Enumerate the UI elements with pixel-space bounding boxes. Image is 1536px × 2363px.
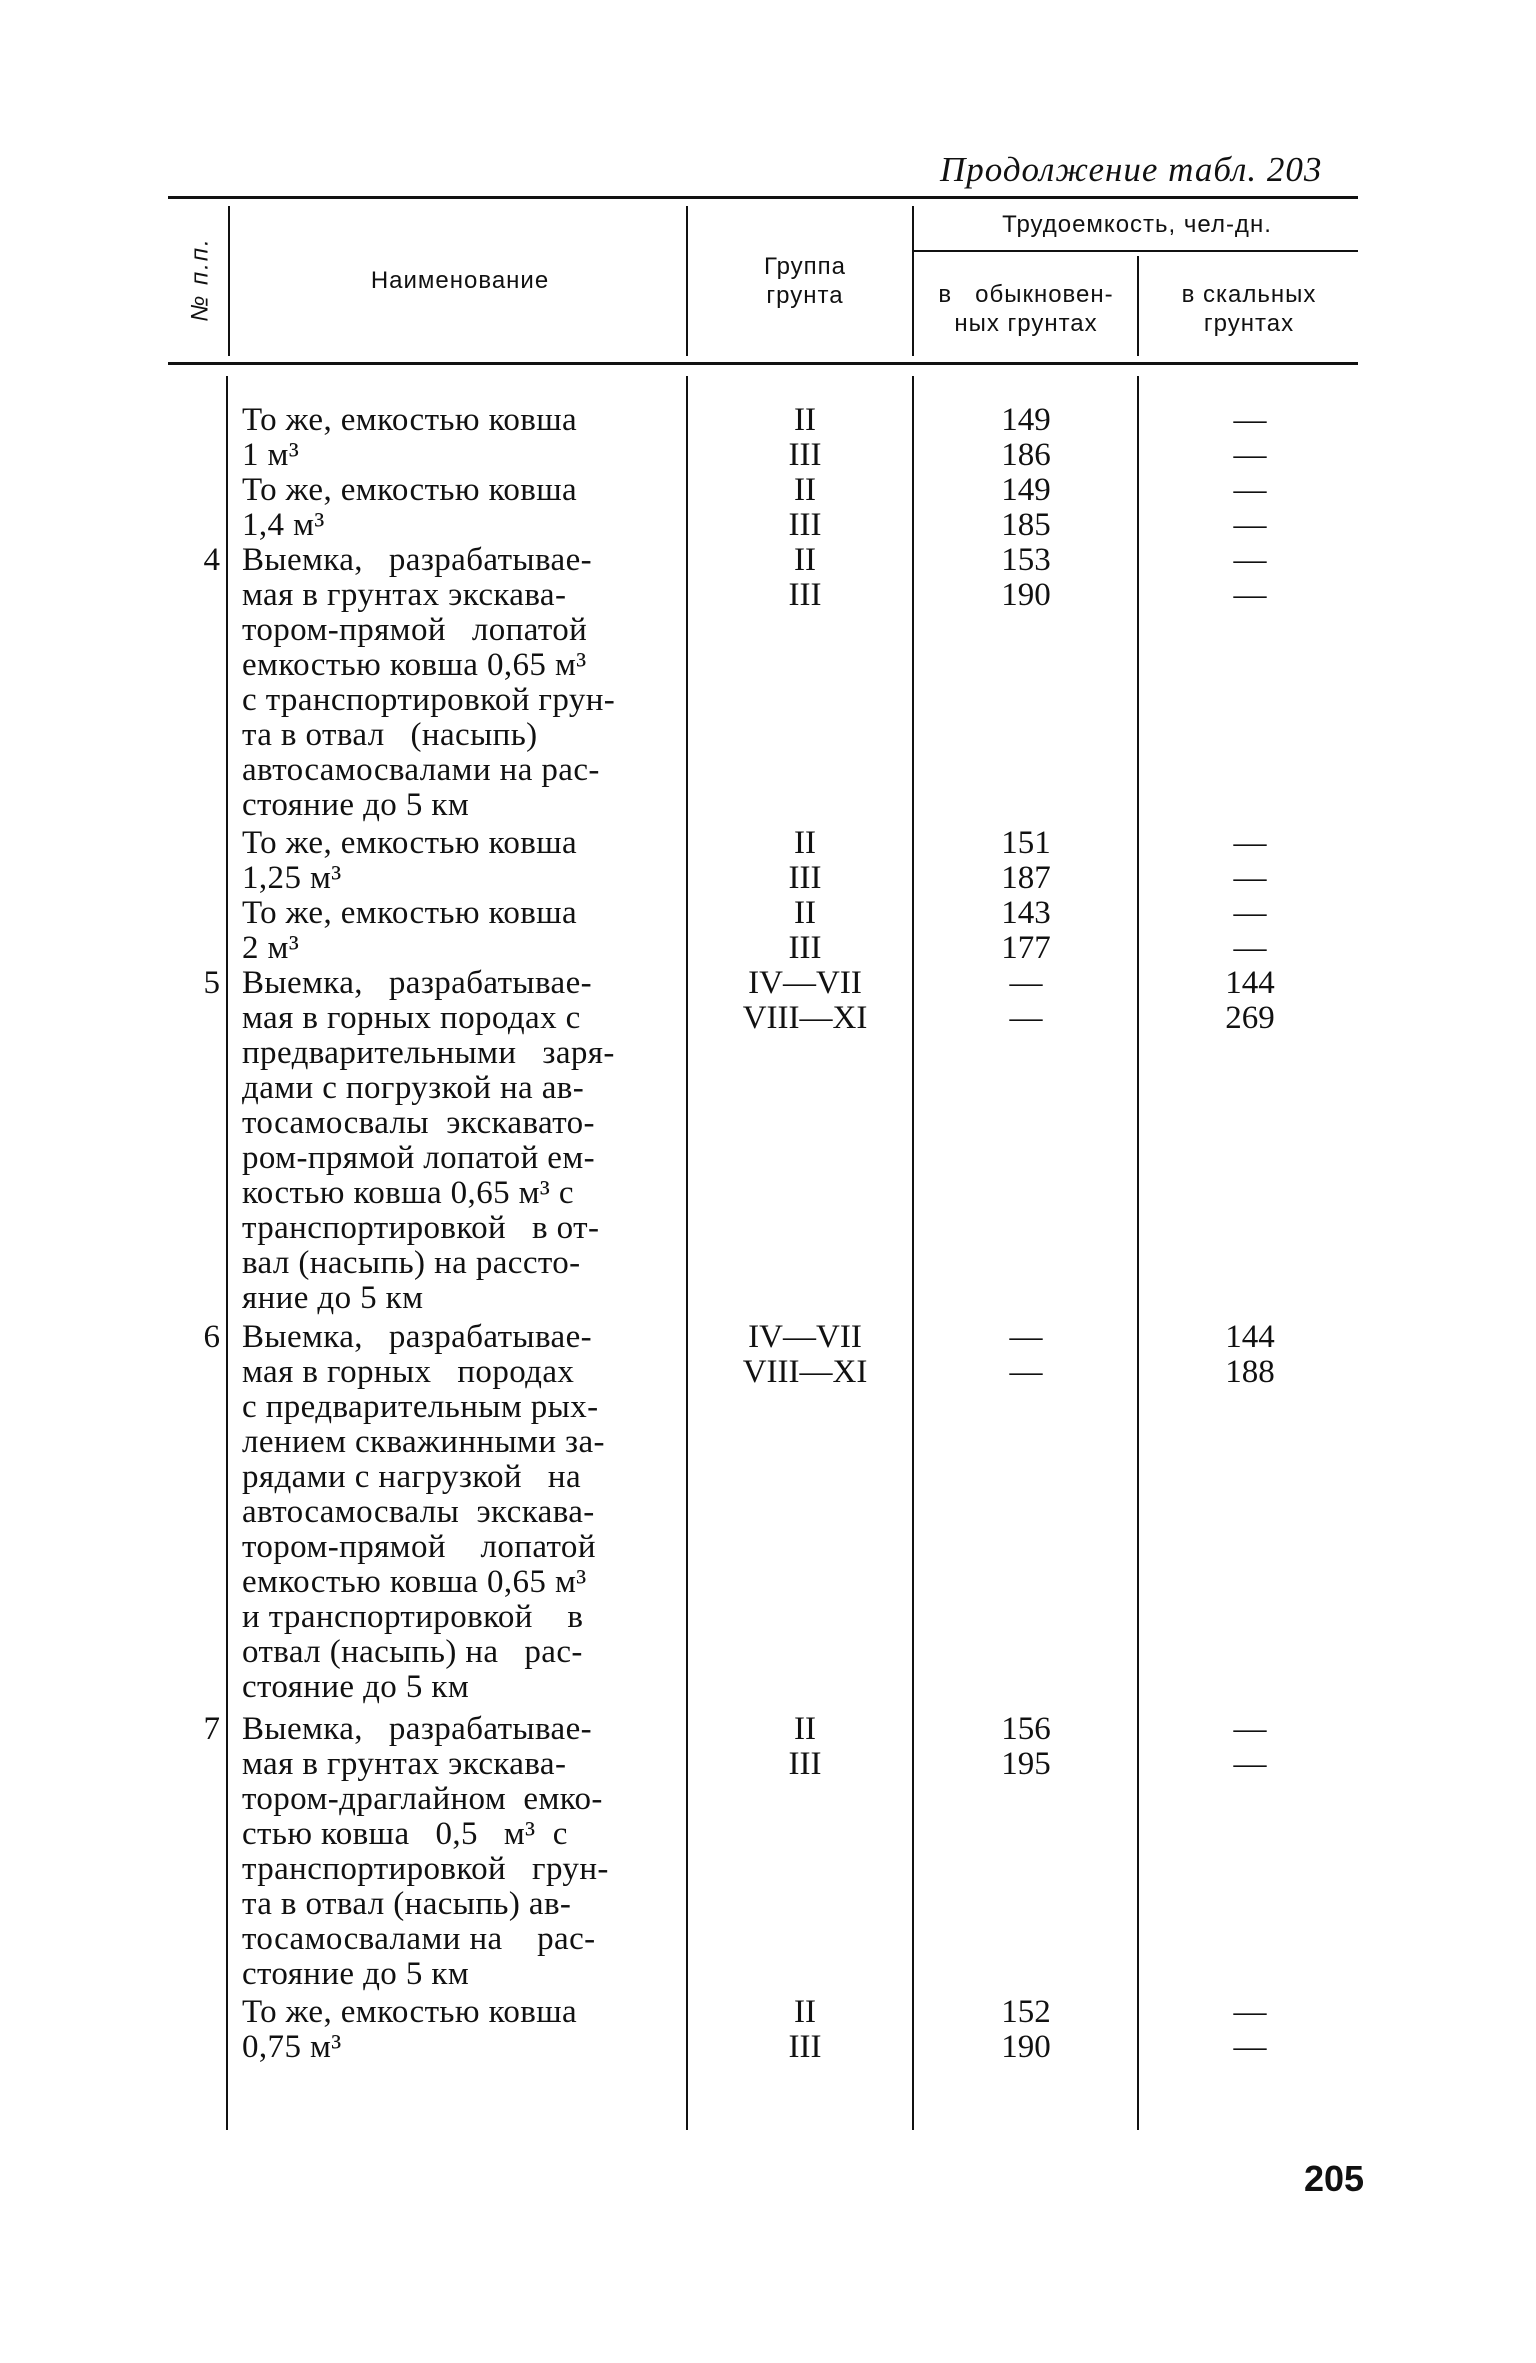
row-name: Выемка, разрабатывае- мая в грунтах экскава- тором-прямой лопатой емкостью ковша 0,65 м³ с транспортировкой грун- та в отвал (насыпь) автосамосвалами на рас- стояние до 5 км — [242, 542, 616, 823]
header-rock-soils: в скальных грунтах — [1181, 281, 1317, 337]
row-name: То же, емкостью ковша 0,75 м³ — [242, 1994, 578, 2065]
row-group: II III — [788, 542, 822, 613]
row-ordinary: — — — [1009, 1319, 1043, 1390]
body-divider-labor — [1137, 376, 1139, 2130]
row-rock: — — — [1233, 1711, 1267, 1782]
row-group: IV—VII VIII—XI — [742, 1319, 868, 1390]
row-rock: — — — [1233, 1994, 1267, 2065]
body-divider-group — [912, 376, 914, 2130]
row-group: IV—VII VIII—XI — [742, 965, 868, 1036]
table-continuation-caption: Продолжение табл. 203 — [940, 150, 1323, 189]
row-number: 5 — [203, 965, 220, 1001]
row-rock: — — — [1233, 825, 1267, 896]
header-group: Группа грунта — [763, 253, 847, 309]
row-ordinary: 149 185 — [1001, 472, 1051, 543]
row-rock: 144 269 — [1225, 965, 1275, 1036]
row-number: 6 — [203, 1319, 220, 1355]
row-rock: — — — [1233, 402, 1267, 473]
row-name: То же, емкостью ковша 1 м³ — [242, 402, 578, 473]
row-name: Выемка, разрабатывае- мая в грунтах экскава- тором-драглайном емко- стью ковша 0,5 м³ с транспортировкой грун- та в отвал (насыпь) ав- тосамосвалами на рас- стояние до 5 км — [242, 1711, 609, 1992]
row-rock: — — — [1233, 542, 1267, 613]
labor-header-rule — [912, 250, 1358, 252]
row-ordinary: 149 186 — [1001, 402, 1051, 473]
row-ordinary: 153 190 — [1001, 542, 1051, 613]
header-divider-name — [686, 206, 688, 356]
row-ordinary: 156 195 — [1001, 1711, 1051, 1782]
header-divider-number — [228, 206, 230, 356]
row-rock: — — — [1233, 472, 1267, 543]
row-ordinary: — — — [1009, 965, 1043, 1036]
row-group: II III — [788, 1994, 822, 2065]
header-labor: Трудоемкость, чел-дн. — [1002, 211, 1272, 238]
row-group: II III — [788, 895, 822, 966]
row-name: Выемка, разрабатывае- мая в горных породах с предварительным рых- лением скважинными за- рядами с нагрузкой на автосамосвалы экскава- тором-прямой лопатой емкостью ковша 0,65 м³ и транспортировкой в отвал (насыпь) на рас- стояние до 5 км — [242, 1319, 605, 1705]
row-name: Выемка, разрабатывае- мая в горных породах с предварительными заря- дами с погрузкой на ав- тосамосвалы экскавато- ром-прямой лопатой ем- костью ковша 0,65 м³ с транспортировкой в от- вал (насыпь) на рассто- яние до 5 км — [242, 965, 615, 1316]
header-bottom-rule — [168, 362, 1358, 365]
body-divider-name — [686, 376, 688, 2130]
table-top-rule — [168, 196, 1358, 199]
row-rock: — — — [1233, 895, 1267, 966]
row-group: II III — [788, 1711, 822, 1782]
header-number: № п.п. — [186, 237, 214, 322]
header-name: Наименование — [370, 267, 550, 294]
row-name: То же, емкостью ковша 2 м³ — [242, 895, 578, 966]
row-ordinary: 151 187 — [1001, 825, 1051, 896]
row-number: 7 — [203, 1711, 220, 1747]
row-ordinary: 143 177 — [1001, 895, 1051, 966]
row-name: То же, емкостью ковша 1,4 м³ — [242, 472, 578, 543]
header-ordinary-soils: в обыкновен- ных грунтах — [938, 281, 1114, 337]
row-number: 4 — [203, 542, 220, 578]
body-divider-number — [226, 376, 228, 2130]
row-group: II III — [788, 825, 822, 896]
row-ordinary: 152 190 — [1001, 1994, 1051, 2065]
row-group: II III — [788, 402, 822, 473]
page-number: 205 — [1304, 2158, 1365, 2199]
row-rock: 144 188 — [1225, 1319, 1275, 1390]
row-group: II III — [788, 472, 822, 543]
row-name: То же, емкостью ковша 1,25 м³ — [242, 825, 578, 896]
